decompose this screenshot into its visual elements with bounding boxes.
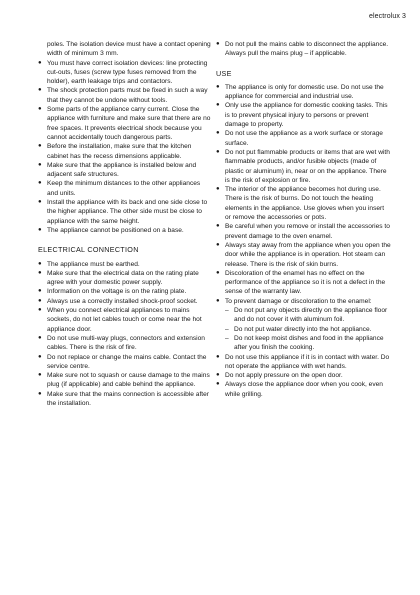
list-item-text: To prevent damage or discoloration to the enamel: [225, 297, 372, 305]
installation-list [38, 40, 213, 235]
list-item: ● The interior of the appliance becomes hot during use. There is the risk of burns. Do not touch the heating elements in the appliance. Use gloves when you insert or remove the accessories or pots. [216, 185, 391, 222]
list-item: ● Do not pull the mains cable to disconnect the appliance. Always pull the mains plug – if applicable. [216, 40, 391, 59]
list-item: ● Make sure that the electrical data on the rating plate agree with your domestic power supply. [38, 269, 213, 288]
right-column [216, 40, 391, 399]
list-item: ● The shock protection parts must be fixed in such a way that they cannot be undone without tools. [38, 86, 213, 105]
list-item: ● Do not put flammable products or items that are wet with flammable products, and/or fusible objects (made of plastic or aluminum) in, near or on the appliance. There is the risk of explosion or fire. [216, 148, 391, 185]
list-item: ● Some parts of the appliance carry current. Close the appliance with furniture and make sure that there are no free spaces. It prevents electrical shock because you cannot accidentally touch dangerous parts. [38, 105, 213, 142]
list-item: ● Before the installation, make sure that the kitchen cabinet has the recess dimensions applicable. [38, 142, 213, 161]
list-item: ● Only use the appliance for domestic cooking tasks. This is to prevent physical injury to persons or prevent damage to property. [216, 101, 391, 129]
list-item: ● Do not replace or change the mains cable. Contact the service centre. [38, 353, 213, 372]
sub-list-item: – Do not put water directly into the hot appliance. [225, 325, 391, 334]
electrical-list [38, 260, 213, 409]
enamel-sub-list [225, 306, 391, 352]
list-item: ● Be careful when you remove or install the accessories to prevent damage to the oven enamel. [216, 222, 391, 241]
list-item: ● The appliance must be earthed. [38, 260, 213, 269]
list-item: ● Always use a correctly installed shock-proof socket. [38, 297, 213, 306]
list-item: ● Do not use the appliance as a work surface or storage surface. [216, 129, 391, 148]
list-item: ● Install the appliance with its back and one side close to the higher appliance. The other side must be close to appliance with the same height. [38, 198, 213, 226]
page-header: electrolux 3 [369, 13, 406, 20]
use-heading: USE [216, 68, 232, 78]
list-item: poles. The isolation device must have a contact opening width of minimum 3 mm. [47, 41, 211, 58]
list-item: ● Always close the appliance door when you cook, even while grilling. [216, 380, 391, 399]
sub-list-item: – Do not put any objects directly on the appliance floor and do not cover it with aluminum foil. [225, 306, 391, 325]
list-item: ● The appliance is only for domestic use. Do not use the appliance for commercial and industrial use. [216, 83, 391, 102]
list-item: ● When you connect electrical appliances to mains sockets, do not let cables touch or come near the hot appliance door. [38, 306, 213, 334]
list-item: ● Do not use this appliance if it is in contact with water. Do not operate the appliance with wet hands. [216, 353, 391, 372]
list-item: ● Always stay away from the appliance when you open the door while the appliance is in operation. Hot steam can release. There is the risk of skin burns. [216, 241, 391, 269]
sub-list-item: – Do not keep moist dishes and food in the appliance after you finish the cooking. [225, 334, 391, 353]
electrical-connection-heading: ELECTRICAL CONNECTION [38, 245, 139, 255]
list-item: ● The appliance cannot be positioned on a base. [38, 226, 213, 235]
list-item: ● Discoloration of the enamel has no effect on the performance of the appliance so it is not a defect in the sense of the warranty law. [216, 269, 391, 297]
list-item: ● You must have correct isolation devices: line protecting cut-outs, fuses (screw type fuses removed from the holder), earth leakage trips and contactors. [38, 59, 213, 87]
left-column [38, 40, 213, 408]
list-item: ● Do not apply pressure on the open door. [216, 371, 391, 380]
list-item: ● Information on the voltage is on the rating plate. [38, 287, 213, 296]
list-item: ● Make sure not to squash or cause damage to the mains plug (if applicable) and cable behind the appliance. [38, 371, 213, 390]
list-item: ● Make sure that the appliance is installed below and adjacent safe structures. [38, 161, 213, 180]
list-item: ● Do not use multi-way plugs, connectors and extension cables. There is the risk of fire. [38, 334, 213, 353]
list-item: ● Keep the minimum distances to the other appliances and units. [38, 179, 213, 198]
list-item [216, 297, 391, 353]
cable-list [216, 40, 391, 59]
list-item: ● Make sure that the mains connection is accessible after the installation. [38, 390, 213, 409]
use-list [216, 83, 391, 399]
